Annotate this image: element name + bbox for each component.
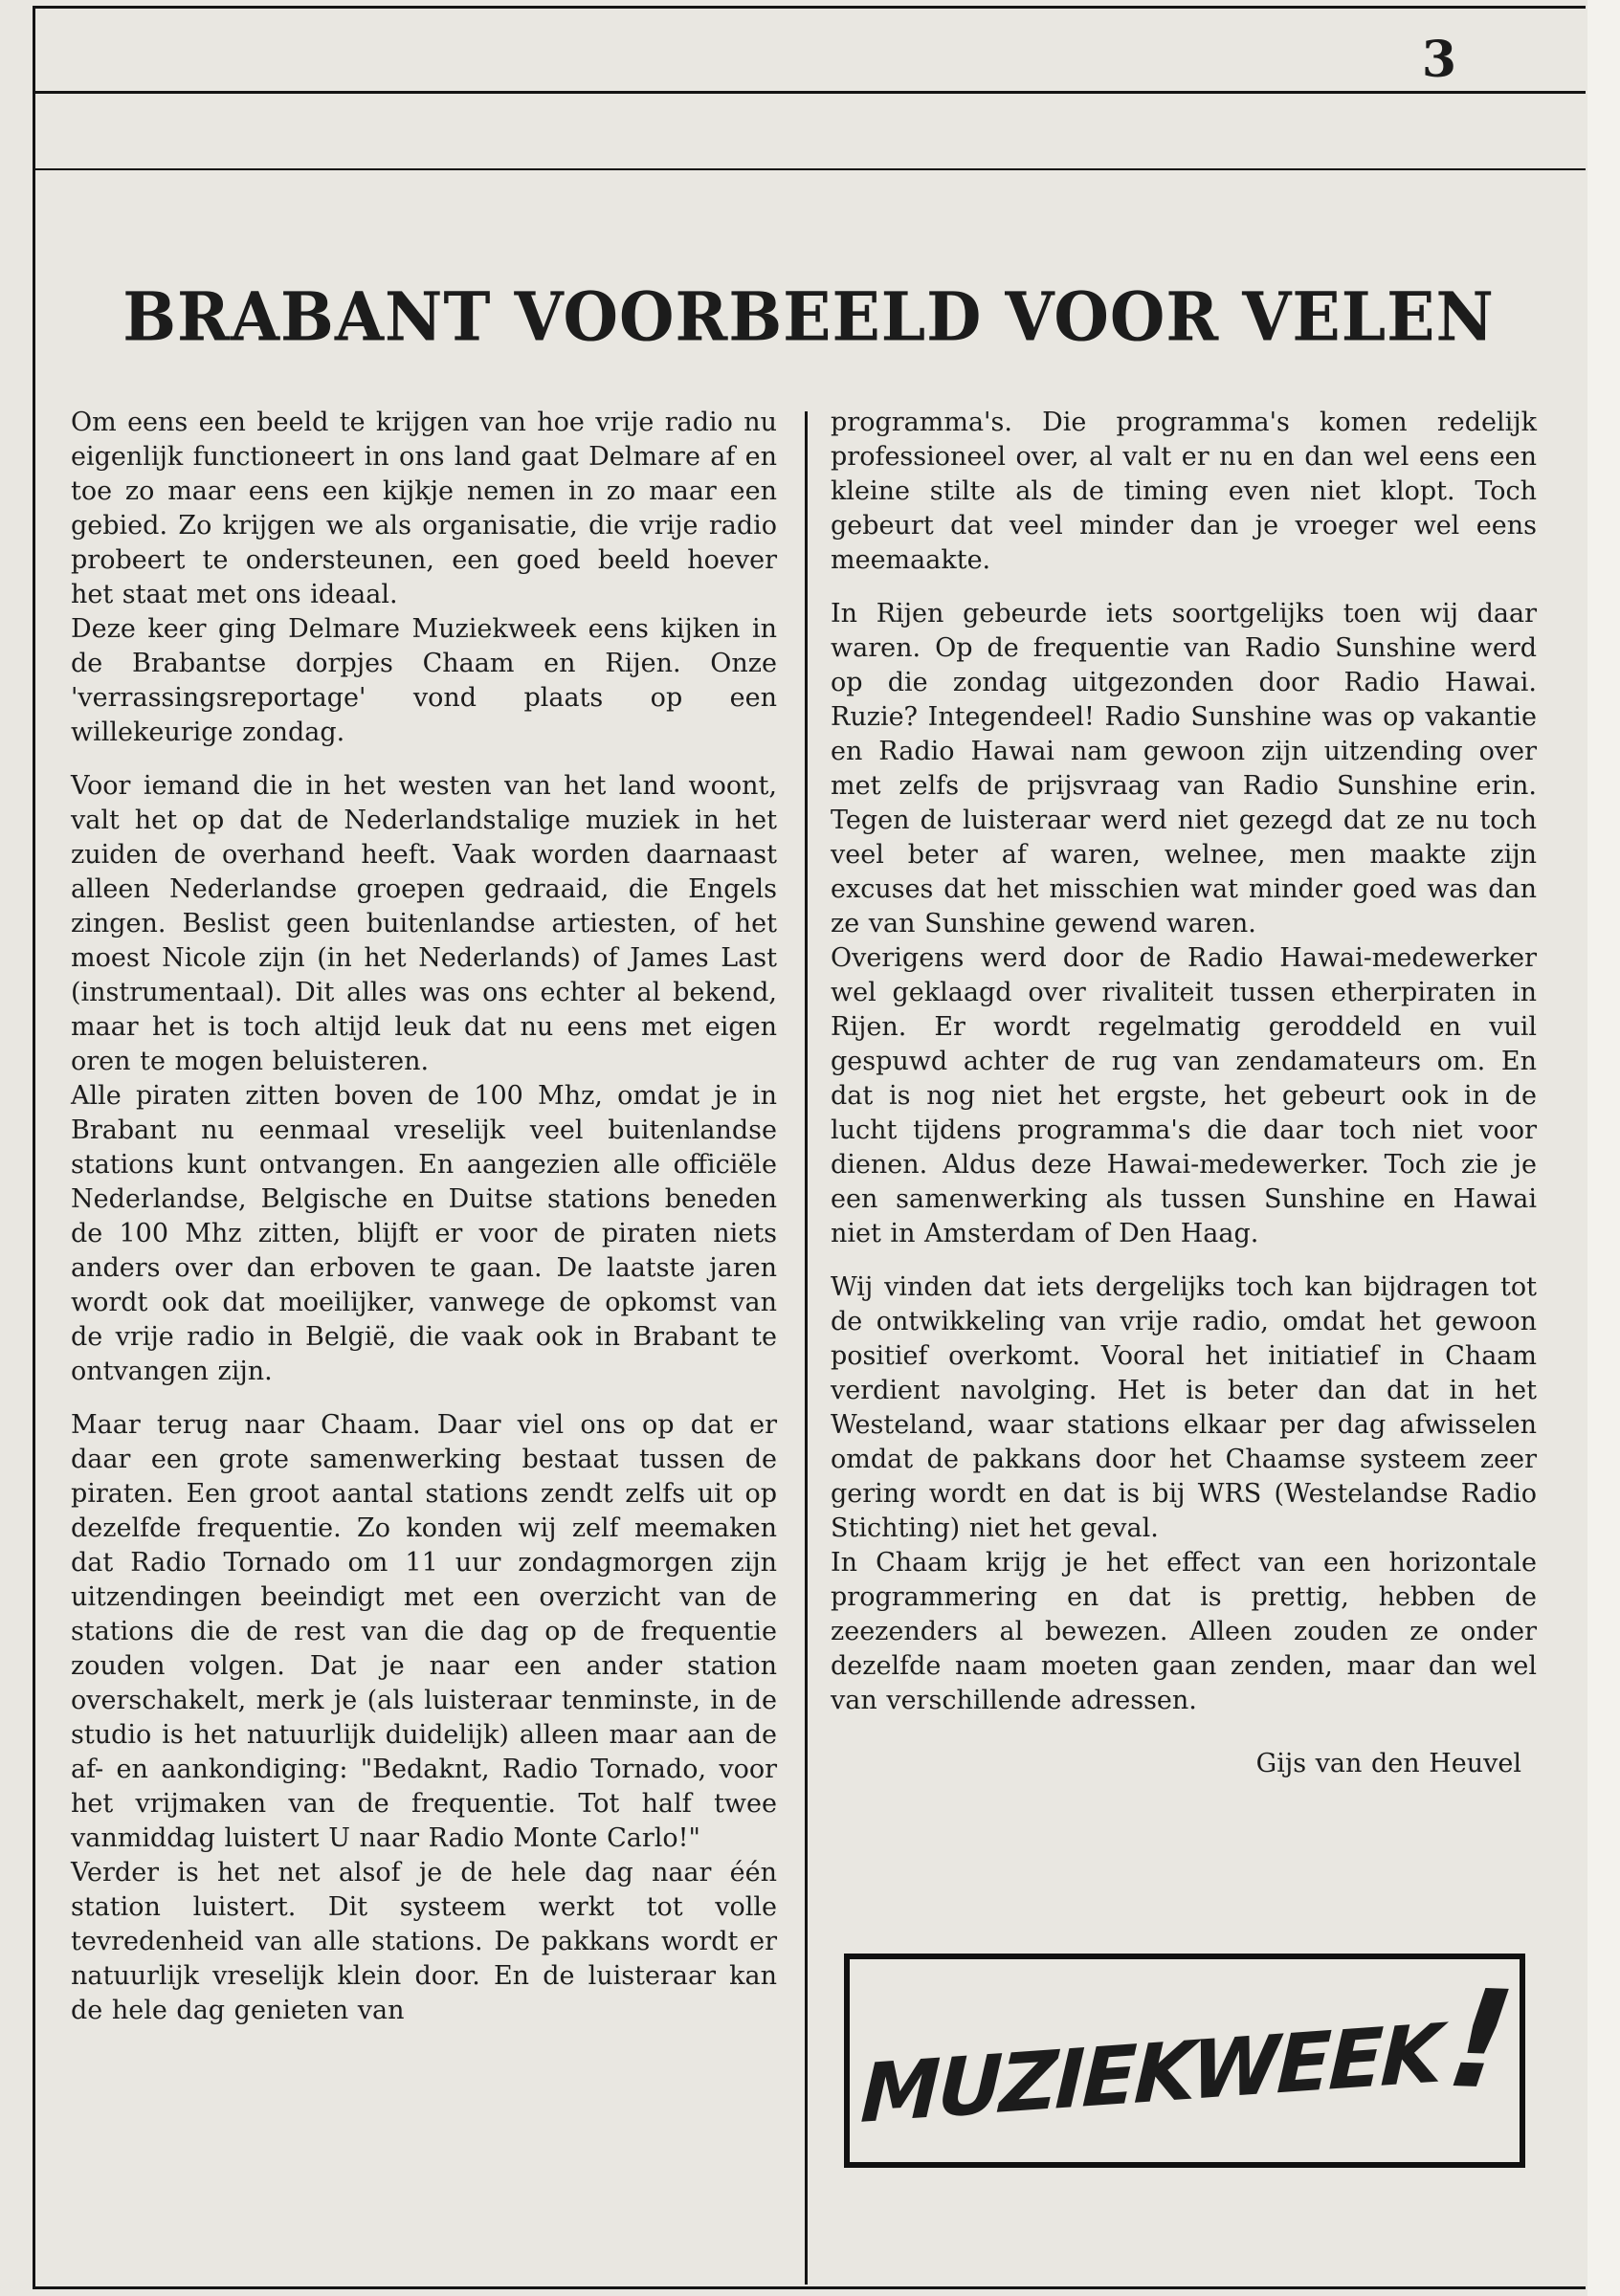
header-rule-upper [33, 91, 1586, 94]
paragraph: Verder is het net alsof je de hele dag naar één station luistert. Dit systeem werkt tot volle tevredenheid van alle stations. De pakkans wordt er natuurlijk vreselijk klein door. En de luisteraar kan de hele dag genieten van [71, 1858, 777, 2025]
paragraph: In Chaam krijg je het effect van een horizontale programmering en dat is prettig, hebben de zeezenders al bewezen. Alleen zouden ze onder dezelfde naam moeten gaan zenden, maar dan wel van verschillende adressen. [831, 1548, 1537, 1715]
paragraph: Overigens werd door de Radio Hawai-medewerker wel geklaagd over rivaliteit tussen etherpiraten in Rijen. Er wordt regelmatig geroddeld en vuil gespuwd achter de rug van zendamateurs om. En dat is nog niet het ergste, het gebeurt ook in de lucht tijdens programma's die daar toch niet voor dienen. Aldus deze Hawai-medewerker. Toch zie je een samenwerking als tussen Sunshine en Hawai niet in Amsterdam of Den Haag. [831, 943, 1537, 1248]
paragraph: In Rijen gebeurde iets soortgelijks toen wij daar waren. Op de frequentie van Radio Sunshine werd op die zondag uitgezonden door Radio Hawai. Ruzie? Integendeel! Radio Sunshine was op vakantie en Radio Hawai nam gewoon zijn uitzending over met zelfs de prijsvraag van Radio Sunshine erin. Tegen de luisteraar werd niet gezegd dat ze nu toch veel beter af waren, welnee, men maakte zijn excuses dat het misschien wat minder goed was dan ze van Sunshine gewend waren. [831, 599, 1537, 938]
byline: Gijs van den Heuvel [1255, 1749, 1521, 1778]
paragraph: Deze keer ging Delmare Muziekweek eens kijken in de Brabantse dorpjes Chaam en Rijen. Onze 'verrassingsreportage' vond plaats op een willekeurige zondag. [71, 614, 777, 747]
muziekweek-logo-text [858, 1959, 1520, 2161]
header-rule-lower [33, 168, 1586, 170]
page-border-top [33, 6, 1586, 9]
paragraph: Om eens een beeld te krijgen van hoe vrije radio nu eigenlijk functioneert in ons land gaat Delmare af en toe zo maar eens een kijkje nemen in zo maar een gebied. Zo krijgen we als organisatie, die vrije radio probeert te ondersteunen, een goed beeld hoever het staat met ons ideaal. [71, 408, 777, 609]
paragraph: programma's. Die programma's komen redelijk professioneel over, al valt er nu en dan wel eens een kleine stilte als de timing even niet klopt. Toch gebeurt dat veel minder dan je vroeger wel eens meemaakte. [831, 408, 1537, 575]
muziekweek-logo-box [844, 1954, 1525, 2168]
paragraph: Wij vinden dat iets dergelijks toch kan bijdragen tot de ontwikkeling van vrije radio, omdat het gewoon positief overkomt. Vooral het initiatief in Chaam verdient navolging. Het is beter dan dat in het Westeland, waar stations elkaar per dag afwisselen omdat de pakkans door het Chaamse systeem zeer gering wordt en dat is bij WRS (Westelandse Radio Stichting) niet het geval. [831, 1272, 1537, 1543]
paragraph: Voor iemand die in het westen van het land woont, valt het op dat de Nederlandstalige muziek in het zuiden de overhand heeft. Vaak worden daarnaast alleen Nederlandse groepen gedraaid, die Engels zingen. Beslist geen buitenlandse artiesten, of het moest Nicole zijn (in het Nederlands) of James Last (instrumentaal). Dit alles was ons echter al bekend, maar het is toch altijd leuk dat nu eens met eigen oren te mogen beluisteren. [71, 771, 777, 1076]
exclamation-mark: ! [1439, 1960, 1520, 2120]
page-edge [1587, 0, 1620, 2296]
article-column-left [71, 406, 777, 2028]
paragraph: Maar terug naar Chaam. Daar viel ons op dat er daar een grote samenwerking bestaat tussen de piraten. Een groot aantal stations zendt zelfs uit op dezelfde frequentie. Zo konden wij zelf meemaken dat Radio Tornado om 11 uur zondagmorgen zijn uitzendingen beeindigt met een overzicht van de stations die de rest van die dag op de frequentie zouden volgen. Dat je naar een ander station overschakelt, merk je (als luisteraar tenminste, in de studio is het natuurlijk duidelijk) alleen maar aan de af- en aankondiging: "Bedaknt, Radio Tornado, voor het vrijmaken van de frequentie. Tot half twee vanmiddag luistert U naar Radio Monte Carlo!" [71, 1410, 777, 1853]
article-title: BRABANT VOORBEELD VOOR VELEN [122, 276, 1495, 357]
page-border-left [33, 6, 35, 2289]
page-number: 3 [1421, 31, 1457, 89]
paragraph: Alle piraten zitten boven de 100 Mhz, omdat je in Brabant nu eenmaal vreselijk veel buitenlandse stations kunt ontvangen. En aangezien alle officiële Nederlandse, Belgische en Duitse stations beneden de 100 Mhz zitten, blijft er voor de piraten niets anders over dan erboven te gaan. De laatste jaren wordt ook dat moeilijker, vanwege de opkomst van de vrije radio in België, die vaak ook in Brabant te ontvangen zijn. [71, 1081, 777, 1386]
article-column-right [831, 406, 1537, 1781]
muziekweek-logo-word: MUZIEKWEEK [858, 2005, 1442, 2141]
page-border-bottom [33, 2286, 1586, 2289]
column-divider [805, 411, 808, 2285]
